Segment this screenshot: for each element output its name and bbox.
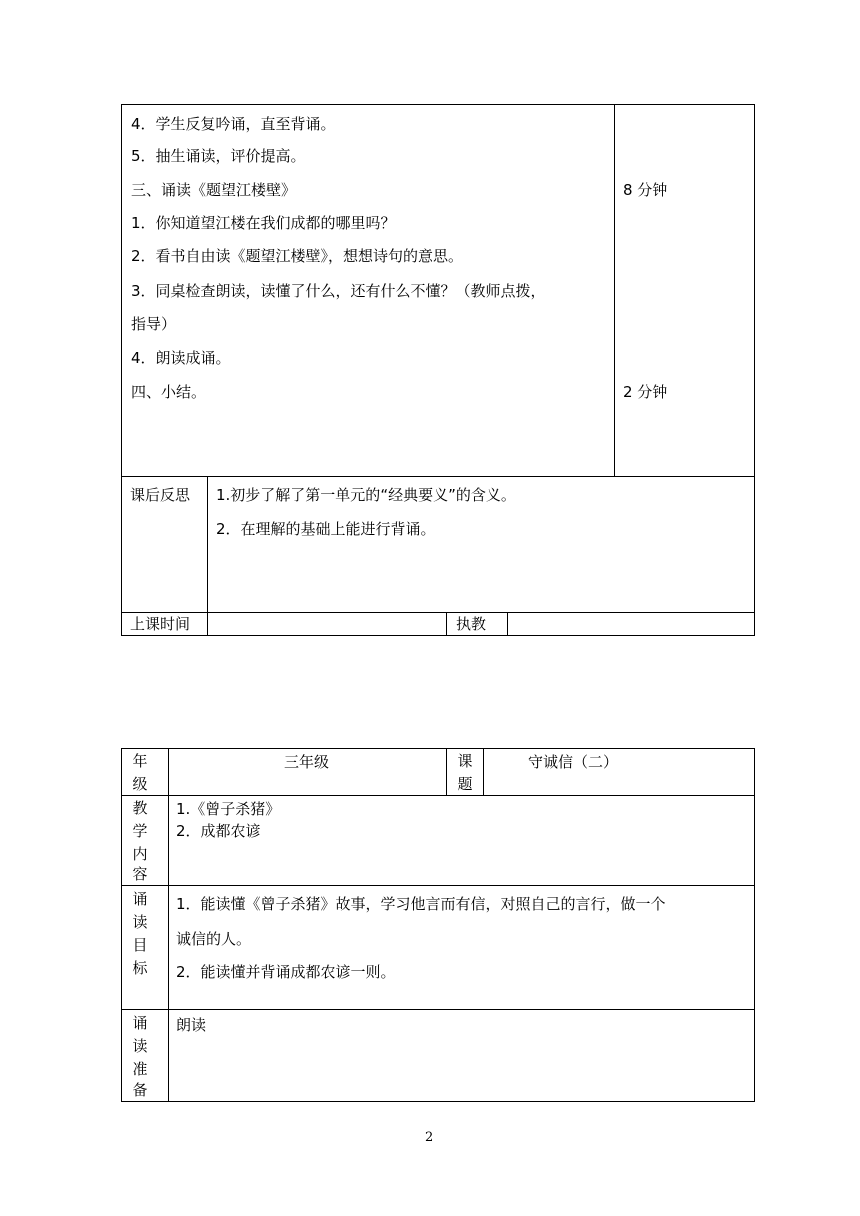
content-line: 1.《曾子杀猪》 [176,800,281,818]
reflection-label: 课后反思 [130,486,191,504]
content-label-char: 容 [132,865,148,883]
topic-value: 守诚信（二） [528,753,619,771]
grade-label-char: 级 [132,775,148,793]
procedure-line: 5．抽生诵读，评价提高。 [131,147,306,165]
content-line: 2．成都农谚 [176,822,261,840]
procedure-line: 四、小结。 [131,383,207,401]
grade-value: 三年级 [284,753,330,771]
time-allocation: 2 分钟 [623,383,668,401]
procedure-line: 指导） [131,315,177,333]
content-label-char: 教 [132,799,148,817]
goal-label-char: 诵 [132,890,148,908]
prep-label-char: 诵 [132,1014,148,1032]
time-allocation: 8 分钟 [623,181,668,199]
teacher-label: 执教 [456,615,487,633]
prep-label-char: 读 [132,1037,148,1055]
procedure-line: 2．看书自由读《题望江楼壁》，想想诗句的意思。 [131,247,464,265]
content-label-char: 内 [132,845,148,863]
prep-label-char: 备 [132,1081,148,1099]
goal-line: 2．能读懂并背诵成都农谚一则。 [176,963,396,981]
grade-label-char: 年 [132,752,148,770]
content-label-char: 学 [132,822,148,840]
topic-label-char: 课 [457,752,473,770]
reflection-line: 2．在理解的基础上能进行背诵。 [216,520,436,538]
procedure-line: 4．朗读成诵。 [131,349,231,367]
goal-label-char: 标 [132,959,148,977]
topic-label-char: 题 [457,775,473,793]
procedure-line: 3．同桌检查朗读，读懂了什么，还有什么不懂？（教师点拨， [131,282,546,300]
goal-label-char: 目 [132,936,148,954]
class-time-label: 上课时间 [130,615,191,633]
reflection-line: 1.初步了解了第一单元的“经典要义”的含义。 [216,486,516,504]
page-number: 2 [425,1130,434,1145]
prep-value: 朗读 [176,1016,207,1034]
procedure-line: 三、诵读《题望江楼壁》 [131,181,297,199]
prep-label-char: 准 [132,1060,148,1078]
procedure-line: 1．你知道望江楼在我们成都的哪里吗？ [131,214,396,232]
goal-line: 诚信的人。 [176,930,252,948]
goal-line: 1．能读懂《曾子杀猪》故事，学习他言而有信，对照自己的言行，做一个 [176,895,666,913]
goal-label-char: 读 [132,913,148,931]
procedure-line: 4．学生反复吟诵，直至背诵。 [131,115,336,133]
